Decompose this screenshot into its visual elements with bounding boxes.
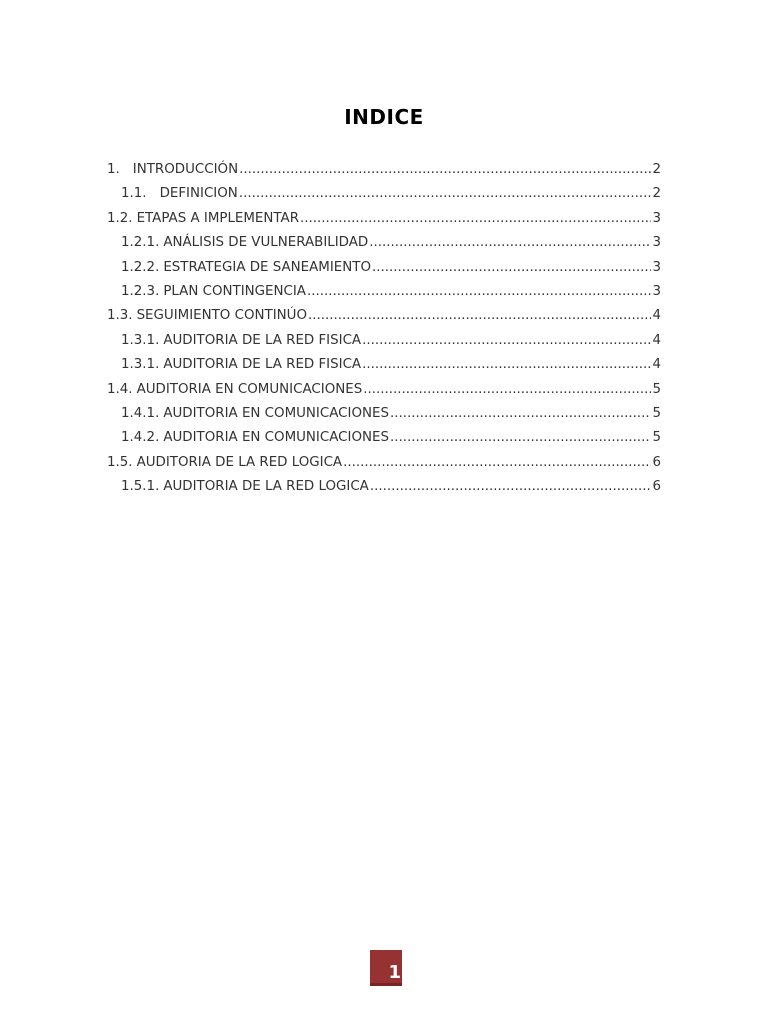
toc-entry-label: DEFINICION: [159, 186, 238, 202]
toc-dot-leader: [362, 353, 651, 377]
toc-entry-number: 1.4.: [107, 381, 133, 397]
toc-entry[interactable]: [107, 402, 661, 426]
page-number: 1: [388, 962, 401, 983]
toc-dot-leader: [239, 158, 651, 182]
toc-entry[interactable]: [107, 304, 661, 328]
toc-dot-leader: [308, 304, 651, 328]
toc-entry-label: AUDITORIA EN COMUNICACIONES: [163, 405, 389, 421]
page-number-badge: [370, 950, 402, 986]
toc-entry-label: SEGUIMIENTO CONTINÚO: [136, 308, 307, 324]
toc-entry-page: 3: [652, 283, 661, 299]
toc-entry-page: 3: [652, 210, 661, 226]
toc-dot-leader: [369, 231, 651, 255]
toc-entry-label: INTRODUCCIÓN: [132, 162, 239, 177]
toc-entry-label: AUDITORIA DE LA RED FISICA: [163, 357, 362, 373]
toc-entry-number: 1.1.: [121, 186, 147, 202]
toc-entry-number: 1.3.: [107, 308, 133, 324]
toc-entry-number: 1.5.1.: [121, 479, 160, 495]
toc-dot-leader: [363, 378, 651, 402]
toc-entry-page: 3: [652, 235, 661, 251]
toc-entry-number: 1.2.2.: [121, 259, 160, 275]
toc-dot-leader: [390, 402, 651, 426]
toc-entry-page: 4: [652, 332, 661, 348]
toc-dot-leader: [300, 207, 651, 231]
toc-entry-number: 1.: [107, 162, 120, 177]
toc-entry-number: 1.5.: [107, 454, 133, 470]
toc-entry-number: 1.2.1.: [121, 235, 160, 251]
toc-entry[interactable]: [107, 353, 661, 377]
toc-entry-page: 3: [652, 259, 661, 275]
toc-entry-label: ETAPAS A IMPLEMENTAR: [136, 210, 300, 226]
toc-entry[interactable]: [107, 256, 661, 280]
toc-entry-page: 6: [652, 454, 661, 470]
toc-entry[interactable]: [107, 231, 661, 255]
page-title: INDICE: [344, 105, 424, 129]
toc-entry-page: 5: [652, 381, 661, 397]
toc-entry[interactable]: [107, 329, 661, 353]
toc-entry-label: AUDITORIA EN COMUNICACIONES: [163, 430, 389, 446]
toc-entry-label: ANÁLISIS DE VULNERABILIDAD: [163, 235, 369, 251]
toc-entry[interactable]: [107, 451, 661, 475]
toc-entry[interactable]: [107, 475, 661, 499]
toc-dot-leader: [370, 475, 652, 499]
toc-entry-number: 1.4.2.: [121, 430, 160, 446]
toc-entry-page: 6: [652, 479, 661, 495]
toc-entry-label: AUDITORIA DE LA RED FISICA: [163, 332, 362, 348]
toc-dot-leader: [390, 426, 651, 450]
toc-entry[interactable]: [107, 378, 661, 402]
toc-dot-leader: [343, 451, 651, 475]
toc-entry-label: AUDITORIA EN COMUNICACIONES: [136, 381, 363, 397]
toc-entry-page: 5: [652, 430, 661, 446]
toc-entry-page: 2: [652, 186, 661, 202]
toc-entry-number: 1.2.3.: [121, 283, 160, 299]
toc-entry-page: 4: [652, 357, 661, 373]
toc-entry-label: ESTRATEGIA DE SANEAMIENTO: [163, 259, 372, 275]
toc-entry[interactable]: [107, 426, 661, 450]
toc-dot-leader: [239, 182, 652, 206]
toc-entry[interactable]: [107, 182, 661, 206]
toc-entry[interactable]: [107, 280, 661, 304]
toc-entry-page: 4: [652, 308, 661, 324]
toc-entry[interactable]: [107, 207, 661, 231]
toc-dot-leader: [362, 329, 651, 353]
toc-entry-number: 1.3.1.: [121, 332, 160, 348]
toc-dot-leader: [307, 280, 651, 304]
toc-entry-label: AUDITORIA DE LA RED LOGICA: [163, 479, 369, 495]
toc-entry-number: 1.3.1.: [121, 357, 160, 373]
toc-entry-number: 1.2.: [107, 210, 133, 226]
toc-entry-number: 1.4.1.: [121, 405, 160, 421]
toc-dot-leader: [372, 256, 651, 280]
toc-entry-page: 5: [652, 405, 661, 421]
table-of-contents: [107, 158, 661, 499]
toc-entry-label: AUDITORIA DE LA RED LOGICA: [136, 454, 343, 470]
toc-entry[interactable]: [107, 158, 661, 182]
toc-entry-page: 2: [652, 162, 661, 177]
toc-entry-label: PLAN CONTINGENCIA: [163, 283, 306, 299]
